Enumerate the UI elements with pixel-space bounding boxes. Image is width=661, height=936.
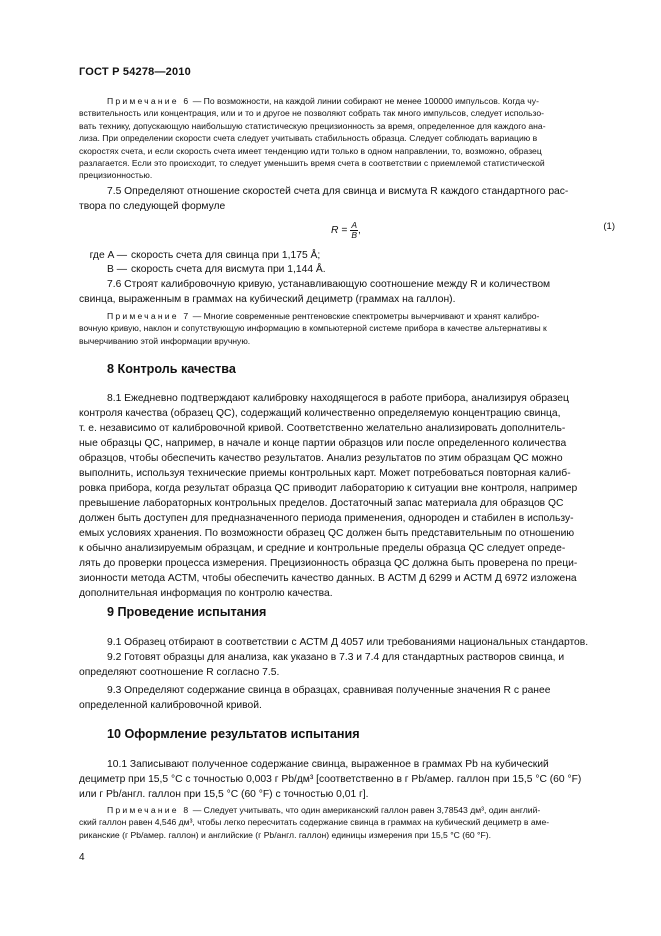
note-line: прецизионностью. <box>79 170 153 181</box>
formula-expression: R = $\frac{A}{B}$ , <box>331 220 361 240</box>
note-line: вычерчиванию этой информации вручную. <box>79 335 251 346</box>
note-label: Примечание 7 <box>107 311 191 321</box>
note-line: Примечание 7 — Многие современные рентгеновские спектрометры вычерчивают и хранят калибро- <box>107 311 540 321</box>
page-header: ГОСТ Р 54278—2010 <box>79 66 191 78</box>
note-label: Примечание 8 <box>107 805 191 815</box>
paragraph-10-1: 10.1 Записывают полученное содержание свинца, выраженное в граммах Pb на кубический дециметр при 15,5 °С с точностью 0,003 г Pb/дм³ [соответственно в г Pb/амер. галлон при 15,5 °С (60 °F) или г Pb/англ. галлон при 15,5 °С (60 °F) с точностью 0,01 г]. <box>79 759 582 800</box>
paragraph-9-3: 9.3 Определяют содержание свинца в образцах, сравнивая полученные значения R с ранее <box>107 685 551 696</box>
paragraph-9-1: 9.1 Образец отбирают в соответствии с АСТМ Д 4057 или требованиями национальных стандартов. <box>107 637 589 648</box>
note-line: вать технику, допускающую наибольшую статистическую прецизионность за время, определенное для каждого ана- <box>79 120 546 131</box>
formula-1 <box>79 221 615 243</box>
note-line: Примечание 8 — Следует учитывать, что один американский галлон равен 3,78543 дм³, один англий- <box>107 805 541 815</box>
note-6 <box>79 95 615 182</box>
note-8 <box>79 804 615 841</box>
section-9-title: 9 Проведение испытания <box>107 605 267 619</box>
section-10-title: 10 Оформление результатов испытания <box>107 727 360 741</box>
section-9-body: 9.1 Образец отбирают в соответствии с АСТМ Д 4057 или требованиями национальных стандартов. 9.2 Готовят образцы для анализа, как указано в 7.3 и 7.4 для стандартных растворов свинца, и определяют соотношение R согласно 7.5. 9.3 Определяют содержание свинца в образцах, сравнивая полученные значения R с ранее определенной калибровочной кривой. <box>79 635 615 713</box>
fraction: $\frac{A}{B}$ <box>351 220 357 240</box>
note-line: вствительность или концентрация, или и то и другое не позволяют собрать так много импульсов, следует использо- <box>79 108 544 119</box>
formula-number: (1) <box>603 221 615 232</box>
legend-row: где A — скорость счета для свинца при 1,175 Å; <box>89 250 321 261</box>
note-line: скоростях счета, и если скорость счета имеет тенденцию идти только в одном направлении, то, возможно, образец <box>79 145 542 156</box>
page-number: 4 <box>79 852 85 863</box>
note-line: разлагается. Если это происходит, то следует уменьшить время счета в соответствии с приемлемой статистической <box>79 158 545 169</box>
note-line: риканские (г Pb/амер. галлон) и английские (г Pb/англ. галлон) единицы измерения при 15,5 °С (60 °F). <box>79 829 491 840</box>
note-7 <box>79 310 615 347</box>
paragraph-9-2: 9.2 Готовят образцы для анализа, как указано в 7.3 и 7.4 для стандартных растворов свинца, и <box>107 652 565 663</box>
paragraph-8-1: 8.1 Ежедневно подтверждают калибровку находящегося в работе прибора, анализируя образец контроля качества (образец QC), содержащий количественно определяемую концентрацию свинца, т. е. независимо от калибровочной кривой. Соответственно желательно анализировать дополнитель- ные образцы QC, например, в начале и конце партии образцов или после определенного количества образцов, чтобы обеспечить качество результатов. Анализ результатов по этим образцам QC можно выполнить, используя технические приемы контрольных карт. Может потребоваться повторная калиб- ровка прибора, когда результат образца QC приводит лабораторию к ситуации вне контроля, например превышение лабораторных контрольных пределов. Достаточный запас материала для образцов QC должен быть доступен для предназначенного периода применения, однороден и стабилен в использу- емых условиях хранения. По возможности образец QC должен быть представительным по отношению к обычно анализируемым образцам, и средние и контрольные пределы образца QC следует опреде- лять до проверки процесса измерения. Прецизионность образца QC должна быть проверена по преци- зионности метода АСТМ, чтобы обеспечить качество данных. В АСТМ Д 6299 и АСТМ Д 6972 изложена дополнительная информация по контролю качества. <box>79 393 578 599</box>
note-line: ский галлон равен 4,546 дм³, чтобы легко пересчитать содержание свинца в граммах на кубический дециметр в аме- <box>79 817 550 828</box>
note-line: Примечание 6 — По возможности, на каждой линии собирают не менее 100000 импульсов. Когда чу- <box>107 96 539 106</box>
section-8-title: 8 Контроль качества <box>107 362 236 376</box>
paragraph-7-5: 7.5 Определяют отношение скоростей счета для свинца и висмута R каждого стандартного рас- твора по следующей формуле <box>79 186 569 212</box>
formula-legend <box>79 249 615 277</box>
note-line: вочную кривую, наклон и сопутствующую информацию в компьютерной системе прибора в качестве альтернативы к <box>79 323 547 334</box>
paragraph-7-6: 7.6 Строят калибровочную кривую, устанавливающую соотношение между R и количеством свинца, выраженным в граммах на кубический дециметр (граммах на галлон). <box>79 279 551 305</box>
legend-row: B — скорость счета для висмута при 1,144 Å. <box>106 264 326 275</box>
note-line: лиза. При определении скорости счета следует учитывать стабильность образца. Следует соблюдать вариацию в <box>79 133 538 144</box>
note-label: Примечание 6 <box>107 96 191 106</box>
